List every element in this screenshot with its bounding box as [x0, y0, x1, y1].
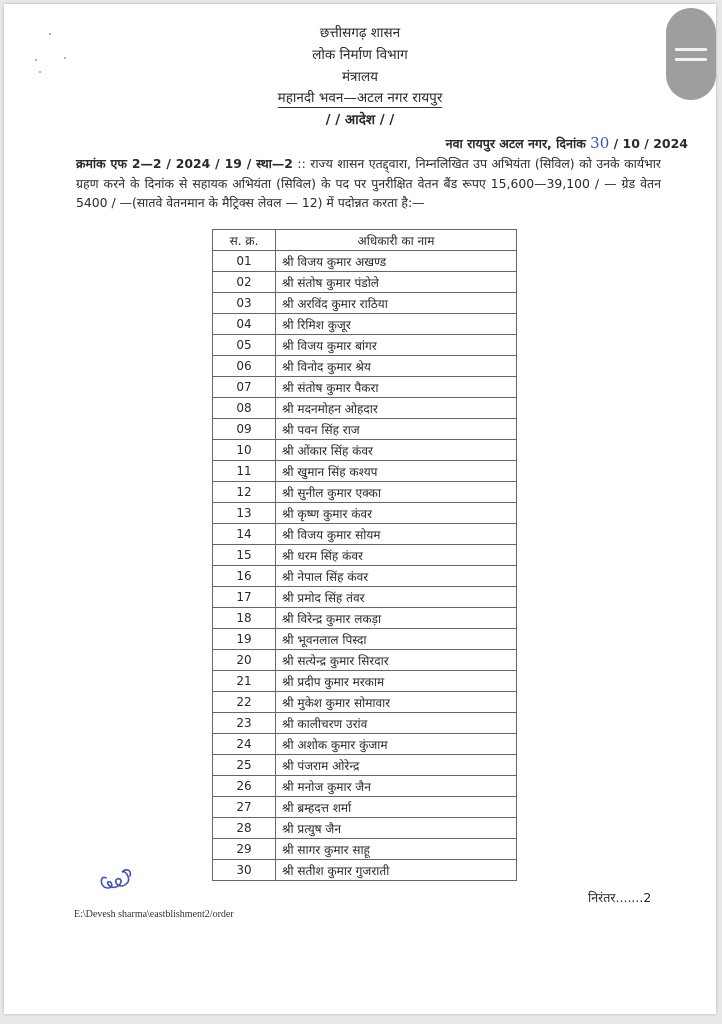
file-path: E:\Devesh sharma\eastblishment2/order: [74, 909, 234, 920]
officer-name: श्री कृष्ण कुमार कंवर: [276, 503, 517, 524]
officer-name: श्री ओंकार सिंह कंवर: [276, 440, 517, 461]
table-row: [213, 314, 517, 335]
serial-number: 03: [213, 293, 276, 314]
header-address: [4, 90, 716, 106]
officer-name: श्री विजय कुमार अखण्ड: [276, 251, 517, 272]
table-row: [213, 356, 517, 377]
order-number: क्रमांक एफ 2—2 / 2024 / 19 / स्था—2: [76, 156, 293, 171]
officer-name: श्री कालीचरण उरांव: [276, 713, 517, 734]
officer-name: श्री अशोक कुमार कुंजाम: [276, 734, 517, 755]
continued-label: निरंतर.......2: [588, 890, 652, 905]
table-row: [213, 608, 517, 629]
serial-number: 23: [213, 713, 276, 734]
officer-name: श्री प्रदीप कुमार मरकाम: [276, 671, 517, 692]
officer-name: श्री पंजराम ओरेन्द्र: [276, 755, 517, 776]
dateline: [446, 134, 688, 152]
serial-number: 10: [213, 440, 276, 461]
order-text: :: राज्य शासन एतद्द्वारा, निम्नलिखित उप अभियंता (सिविल) को उनके कार्यभार ग्रहण करने के दिनांक से सहायक अभियंता (सिविल) के पद पर पुनरीक्षित वेतन बैंड रूपए 15,600—39,100 / — ग्रेड वेतन 5400 / —(सातवे वेतनमान के मैट्रिक्स लेवल — 12) में पदोन्नत करता है:—: [76, 156, 661, 210]
officer-name: श्री भूवनलाल पिस्दा: [276, 629, 517, 650]
table-row: [213, 461, 517, 482]
officer-name: श्री सुनील कुमार एक्का: [276, 482, 517, 503]
scroll-handle[interactable]: [666, 8, 716, 100]
officer-name: श्री धरम सिंह कंवर: [276, 545, 517, 566]
menu-line: [675, 58, 707, 61]
table-row: [213, 713, 517, 734]
document-page: [4, 4, 716, 1014]
header-address-text: महानदी भवन—अटल नगर रायपुर: [277, 90, 443, 106]
order-title: / / आदेश / /: [325, 112, 395, 128]
table-row: [213, 251, 517, 272]
officer-name: श्री प्रत्युष जैन: [276, 818, 517, 839]
table-row: [213, 734, 517, 755]
officer-name: श्री रिमिश कुजूर: [276, 314, 517, 335]
officer-name: श्री विरेन्द्र कुमार लकड़ा: [276, 608, 517, 629]
officer-name: श्री ब्रम्हदत्त शर्मा: [276, 797, 517, 818]
table-row: [213, 566, 517, 587]
table-row: [213, 335, 517, 356]
header-ministry: मंत्रालय: [341, 69, 378, 85]
serial-number: 13: [213, 503, 276, 524]
serial-number: 15: [213, 545, 276, 566]
officer-name: श्री संतोष कुमार पंडोले: [276, 272, 517, 293]
serial-number: 01: [213, 251, 276, 272]
officer-name: श्री विनोद कुमार श्रेय: [276, 356, 517, 377]
serial-number: 09: [213, 419, 276, 440]
serial-number: 22: [213, 692, 276, 713]
table-row: [213, 818, 517, 839]
serial-number: 25: [213, 755, 276, 776]
serial-number: 24: [213, 734, 276, 755]
officer-name: श्री नेपाल सिंह कंवर: [276, 566, 517, 587]
table-header-row: [213, 230, 517, 251]
table-row: [213, 671, 517, 692]
serial-number: 16: [213, 566, 276, 587]
officers-table: [212, 229, 517, 881]
header-serial: स. क्र.: [213, 230, 276, 251]
table-row: [213, 776, 517, 797]
dateline-place: नवा रायपुर अटल नगर, दिनांक: [445, 136, 591, 151]
table-row: [213, 272, 517, 293]
serial-number: 29: [213, 839, 276, 860]
header-government: छत्तीसगढ़ शासन: [319, 25, 401, 41]
order-paragraph: [76, 154, 661, 213]
table-row: [213, 482, 517, 503]
table-row: [213, 377, 517, 398]
serial-number: 30: [213, 860, 276, 881]
serial-number: 19: [213, 629, 276, 650]
officer-name: श्री सागर कुमार साहू: [276, 839, 517, 860]
menu-line: [675, 48, 707, 51]
officer-name: श्री प्रमोद सिंह तंवर: [276, 587, 517, 608]
serial-number: 04: [213, 314, 276, 335]
serial-number: 05: [213, 335, 276, 356]
table-row: [213, 503, 517, 524]
serial-number: 07: [213, 377, 276, 398]
officer-name: श्री सत्येन्द्र कुमार सिरदार: [276, 650, 517, 671]
table-row: [213, 293, 517, 314]
officer-name: श्री मदनमोहन ओहदार: [276, 398, 517, 419]
table-row: [213, 755, 517, 776]
officer-name: श्री पवन सिंह राज: [276, 419, 517, 440]
serial-number: 14: [213, 524, 276, 545]
handwritten-day: 30: [590, 134, 610, 152]
table-row: [213, 629, 517, 650]
table-row: [213, 839, 517, 860]
table-row: [213, 398, 517, 419]
signature-initials: [96, 864, 136, 894]
table-row: [213, 797, 517, 818]
officer-name: श्री खुमान सिंह कश्यप: [276, 461, 517, 482]
table-row: [213, 650, 517, 671]
officer-name: श्री विजय कुमार बांगर: [276, 335, 517, 356]
officer-name: श्री मनोज कुमार जैन: [276, 776, 517, 797]
serial-number: 20: [213, 650, 276, 671]
table-row: [213, 587, 517, 608]
table-row: [213, 419, 517, 440]
serial-number: 28: [213, 818, 276, 839]
officer-name: श्री सतीश कुमार गुजराती: [276, 860, 517, 881]
table-row: [213, 440, 517, 461]
officer-name: श्री संतोष कुमार पैकरा: [276, 377, 517, 398]
table-body: [213, 251, 517, 881]
serial-number: 08: [213, 398, 276, 419]
officer-name: श्री विजय कुमार सोयम: [276, 524, 517, 545]
table-row: [213, 860, 517, 881]
serial-number: 02: [213, 272, 276, 293]
dateline-month-year: / 10 / 2024: [609, 136, 688, 151]
header-officer-name: अधिकारी का नाम: [276, 230, 517, 251]
header-department: लोक निर्माण विभाग: [312, 47, 408, 63]
serial-number: 26: [213, 776, 276, 797]
serial-number: 27: [213, 797, 276, 818]
serial-number: 21: [213, 671, 276, 692]
serial-number: 11: [213, 461, 276, 482]
table-row: [213, 524, 517, 545]
serial-number: 17: [213, 587, 276, 608]
table-row: [213, 545, 517, 566]
officer-name: श्री मुकेश कुमार सोमावार: [276, 692, 517, 713]
serial-number: 12: [213, 482, 276, 503]
table-row: [213, 692, 517, 713]
serial-number: 06: [213, 356, 276, 377]
serial-number: 18: [213, 608, 276, 629]
officer-name: श्री अरविंद कुमार राठिया: [276, 293, 517, 314]
